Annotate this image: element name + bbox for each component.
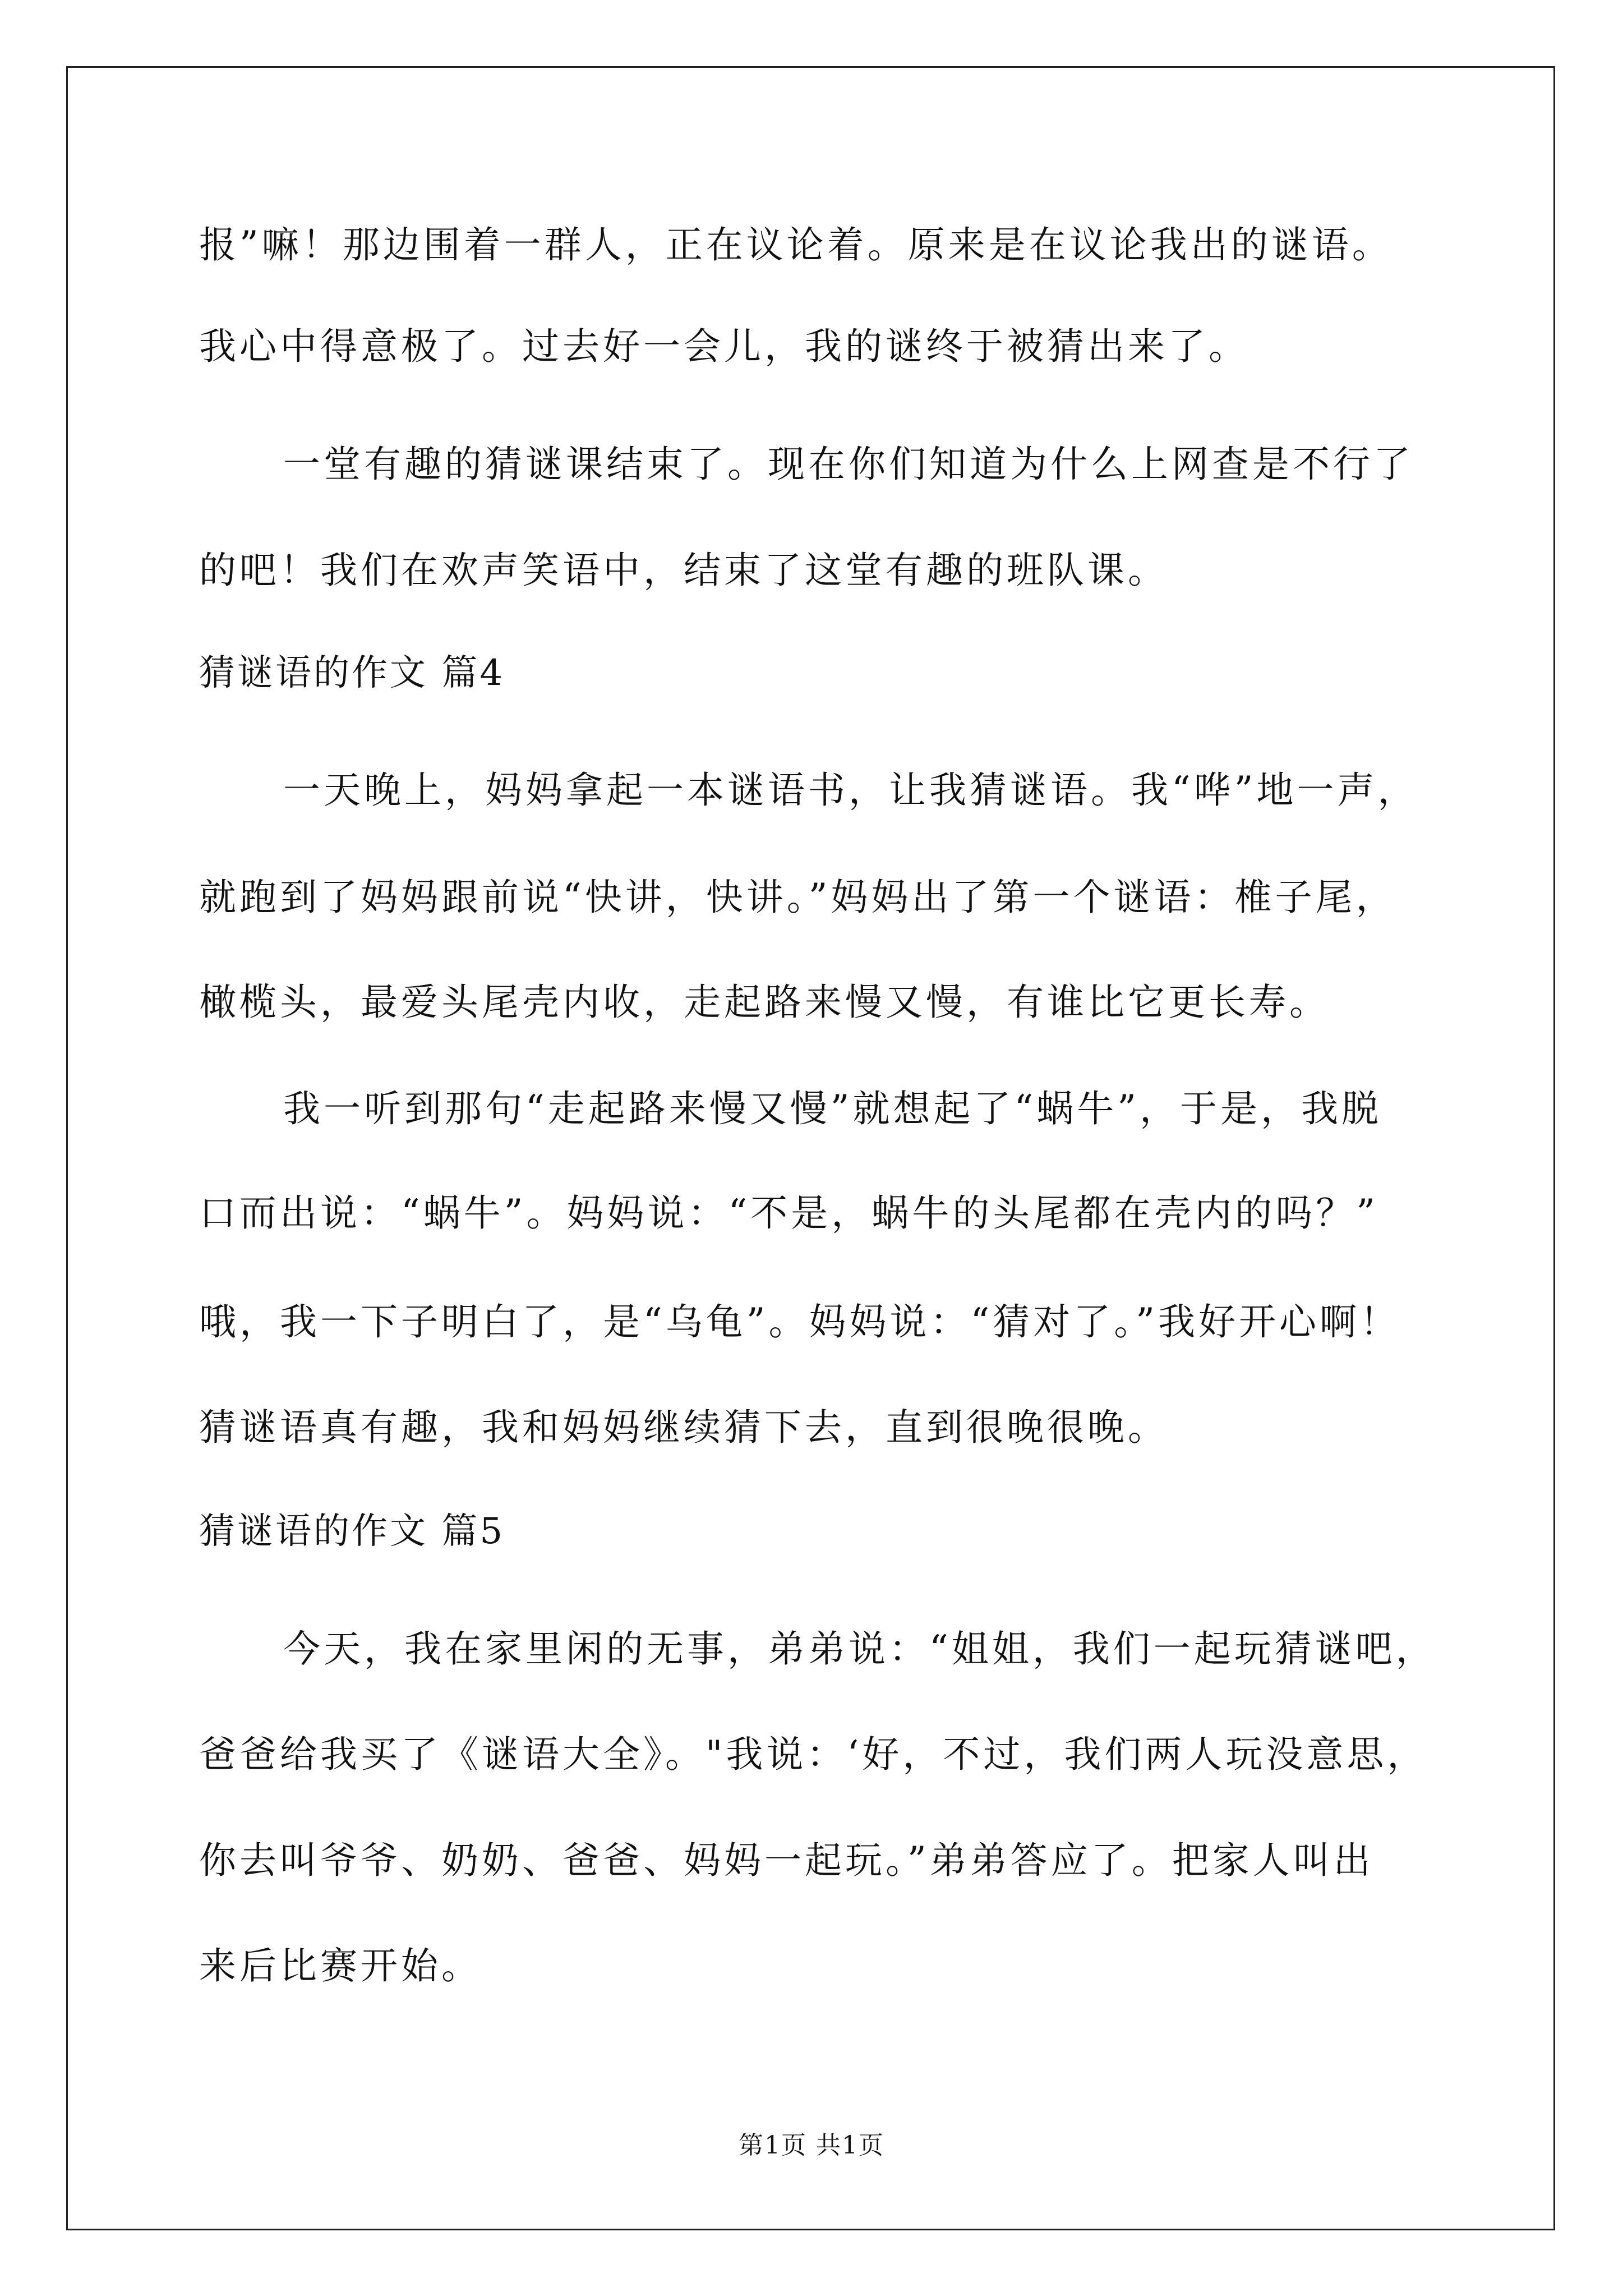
- paragraph-line: 就跑到了妈妈跟前说“快讲，快讲。”妈妈出了第一个谜语：椎子尾，: [199, 876, 1396, 919]
- paragraph-line: 猜谜语真有趣，我和妈妈继续猜下去，直到很晚很晚。: [199, 1406, 1168, 1449]
- paragraph-line: 的吧！我们在欢声笑语中，结束了这堂有趣的班队课。: [199, 549, 1168, 592]
- paragraph-line: 橄榄头，最爱头尾壳内收，走起路来慢又慢，有谁比它更长寿。: [199, 981, 1330, 1024]
- paragraph-line: 一天晚上，妈妈拿起一本谜语书，让我猜谜语。我“哗”地一声，: [283, 769, 1418, 812]
- paragraph-line: 你去叫爷爷、奶奶、爸爸、妈妈一起玩。”弟弟答应了。把家人叫出: [199, 1839, 1374, 1882]
- paragraph-line: 报”嘛！那边围着一群人，正在议论着。原来是在议论我出的谜语。: [199, 223, 1393, 266]
- page-border: [66, 66, 1555, 2230]
- page-footer: 第1页 共1页: [739, 2131, 884, 2160]
- paragraph-line: 口而出说：“蜗牛”。妈妈说：“不是，蜗牛的头尾都在壳内的吗？”: [199, 1191, 1378, 1235]
- section-heading: 猜谜语的作文 篇4: [199, 652, 505, 694]
- paragraph-line: 我心中得意极了。过去好一会儿，我的谜终于被猜出来了。: [199, 325, 1249, 368]
- paragraph-line: 爸爸给我买了《谜语大全》。"我说：‘好，不过，我们两人玩没意思，: [199, 1733, 1428, 1776]
- paragraph-line: 哦，我一下子明白了，是“乌龟”。妈妈说：“猜对了。”我好开心啊！: [199, 1300, 1400, 1343]
- paragraph-line: 来后比赛开始。: [199, 1944, 482, 1987]
- section-heading: 猜谜语的作文 篇5: [199, 1511, 505, 1552]
- paragraph-line: 一堂有趣的猜谜课结束了。现在你们知道为什么上网查是不行了: [283, 443, 1414, 486]
- paragraph-line: 今天，我在家里闲的无事，弟弟说：“姐姐，我们一起玩猜谜吧，: [283, 1627, 1436, 1671]
- paragraph-line: 我一听到那句“走起路来慢又慢”就想起了“蜗牛”，于是，我脱: [283, 1087, 1382, 1130]
